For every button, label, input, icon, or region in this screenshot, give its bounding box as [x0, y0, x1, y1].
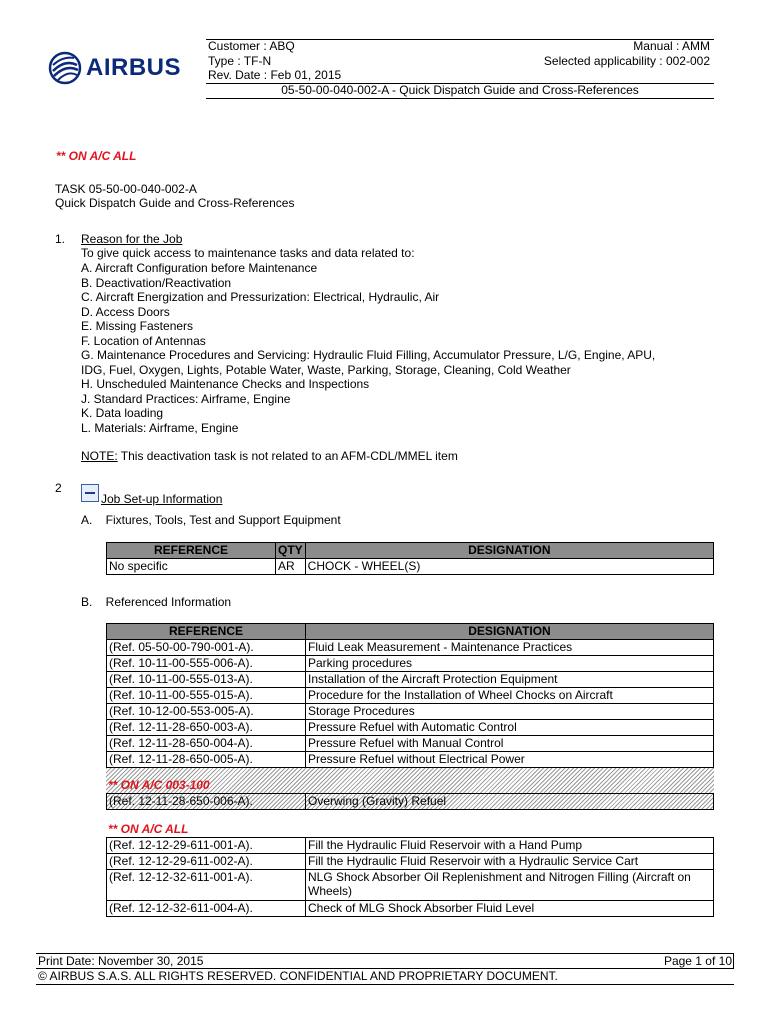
table-cell: (Ref. 10-11-00-555-015-A). [107, 688, 306, 704]
table-row [107, 838, 714, 854]
table-row [107, 656, 714, 672]
table-row [107, 752, 714, 768]
table-cell: Storage Procedures [306, 704, 714, 720]
header-task-title: 05-50-00-040-002-A - Quick Dispatch Guide and Cross-References [281, 83, 639, 97]
list-item: D. Access Doors [81, 304, 170, 319]
table-cell: (Ref. 12-12-29-611-001-A). [107, 838, 306, 854]
table-cell: Pressure Refuel with Manual Control [306, 736, 714, 752]
reason-list [81, 261, 655, 435]
list-item: G. Maintenance Procedures and Servicing: Hydraulic Fluid Filling, Accumulator Pressure, L/G, Engine, APU, [81, 348, 656, 362]
note-label: NOTE: [81, 449, 118, 463]
header-rule [206, 98, 714, 99]
column-header: DESIGNATION [306, 624, 714, 640]
rev-date-label: Rev. Date : Feb 01, 2015 [208, 68, 342, 82]
table-cell: (Ref. 12-12-32-611-004-A). [107, 901, 306, 917]
task-title: Quick Dispatch Guide and Cross-References [55, 196, 295, 210]
applicability-note: ** ON A/C ALL [108, 822, 189, 836]
list-item: F. Location of Antennas [81, 333, 206, 348]
table-cell: Fill the Hydraulic Fluid Reservoir with a Hydraulic Service Cart [306, 854, 714, 870]
table-row [107, 794, 714, 810]
list-item: C. Aircraft Energization and Pressurization: Electrical, Hydraulic, Air [81, 290, 440, 304]
type-label: Type : TF-N [208, 54, 272, 68]
section-heading: Reason for the Job [81, 232, 183, 246]
subsection-a: A. Fixtures, Tools, Test and Support Equipment [81, 513, 341, 527]
table-cell: (Ref. 12-11-28-650-003-A). [107, 720, 306, 736]
column-header: REFERENCE [107, 624, 306, 640]
task-code: TASK 05-50-00-040-002-A [55, 182, 197, 196]
table-cell: Parking procedures [306, 656, 714, 672]
section-intro: To give quick access to maintenance tasks and data related to: [81, 246, 415, 260]
reference-table-2 [106, 837, 714, 917]
table-cell: Fill the Hydraulic Fluid Reservoir with a Hand Pump [306, 838, 714, 854]
customer-label: Customer : ABQ [208, 39, 295, 53]
table-cell: (Ref. 12-11-28-650-004-A). [107, 736, 306, 752]
table-cell: (Ref. 12-11-28-650-006-A). [107, 794, 306, 810]
airbus-logo [48, 50, 198, 86]
table-cell: Overwing (Gravity) Refuel [306, 794, 714, 810]
table-cell: (Ref. 05-50-00-790-001-A). [107, 640, 306, 656]
table-row [107, 640, 714, 656]
table-cell: CHOCK - WHEEL(S) [305, 559, 713, 575]
table-cell: AR [276, 559, 306, 575]
footer-rule [733, 953, 734, 969]
table-cell: No specific [107, 559, 276, 575]
table-row [107, 688, 714, 704]
list-item: E. Missing Fasteners [81, 319, 194, 333]
print-date: Print Date: November 30, 2015 [38, 954, 204, 968]
applicability-note: ** ON A/C ALL [56, 149, 137, 163]
table-cell: (Ref. 10-11-00-555-013-A). [107, 672, 306, 688]
list-item: J. Standard Practices: Airframe, Engine [81, 391, 291, 406]
table-row [107, 901, 714, 917]
column-header: REFERENCE [107, 543, 276, 559]
logo-text: AIRBUS [86, 53, 182, 81]
table-cell: (Ref. 12-12-32-611-001-A). [107, 870, 306, 901]
footer-rule [36, 984, 734, 985]
tools-table [106, 542, 714, 575]
table-cell: (Ref. 10-11-00-555-006-A). [107, 656, 306, 672]
column-header: DESIGNATION [305, 543, 713, 559]
column-header: QTY [276, 543, 306, 559]
table-header-row [107, 543, 714, 559]
subsection-b: B. Referenced Information [81, 595, 232, 609]
applicability-note: ** ON A/C 003-100 [108, 778, 210, 792]
table-row [107, 720, 714, 736]
table-cell: Procedure for the Installation of Wheel Chocks on Aircraft [306, 688, 714, 704]
airbus-globe-icon [48, 51, 82, 85]
list-item: A. Aircraft Configuration before Maintenance [81, 261, 318, 275]
section-number: 1. [55, 232, 66, 246]
table-cell: NLG Shock Absorber Oil Replenishment and Nitrogen Filling (Aircraft on Wheels) [306, 870, 714, 901]
table-row [107, 854, 714, 870]
table-row [107, 736, 714, 752]
section-number: 2 [55, 481, 62, 495]
table-row [107, 559, 714, 575]
list-item: L. Materials: Airframe, Engine [81, 420, 239, 435]
reference-table [106, 623, 714, 768]
table-row [107, 704, 714, 720]
list-item: B. Deactivation/Reactivation [81, 275, 232, 290]
table-cell: Fluid Leak Measurement - Maintenance Practices [306, 640, 714, 656]
table-row [107, 870, 714, 901]
list-item: K. Data loading [81, 406, 164, 420]
table-cell: (Ref. 12-12-29-611-002-A). [107, 854, 306, 870]
table-cell: Check of MLG Shock Absorber Fluid Level [306, 901, 714, 917]
table-cell: (Ref. 12-11-28-650-005-A). [107, 752, 306, 768]
table-cell: Pressure Refuel with Automatic Control [306, 720, 714, 736]
applicability-label: Selected applicability : 002-002 [543, 54, 710, 68]
table-cell: Installation of the Aircraft Protection Equipment [306, 672, 714, 688]
manual-label: Manual : AMM [633, 39, 710, 53]
list-item: H. Unscheduled Maintenance Checks and Inspections [81, 377, 370, 391]
table-cell: Pressure Refuel without Electrical Power [306, 752, 714, 768]
reference-table-hatched [106, 793, 714, 810]
table-row [107, 672, 714, 688]
table-cell: (Ref. 10-12-00-553-005-A). [107, 704, 306, 720]
copyright: © AIRBUS S.A.S. ALL RIGHTS RESERVED. CONFIDENTIAL AND PROPRIETARY DOCUMENT. [38, 969, 558, 983]
note-text: This deactivation task is not related to an AFM-CDL/MMEL item [117, 449, 458, 463]
page-number: Page 1 of 10 [663, 954, 732, 968]
collapse-icon[interactable] [81, 484, 99, 502]
section-heading: Job Set-up Information [101, 492, 223, 506]
list-item: IDG, Fuel, Oxygen, Lights, Potable Water, Waste, Parking, Storage, Cleaning, Cold Weather [81, 362, 571, 377]
note [81, 449, 458, 464]
table-header-row [107, 624, 714, 640]
